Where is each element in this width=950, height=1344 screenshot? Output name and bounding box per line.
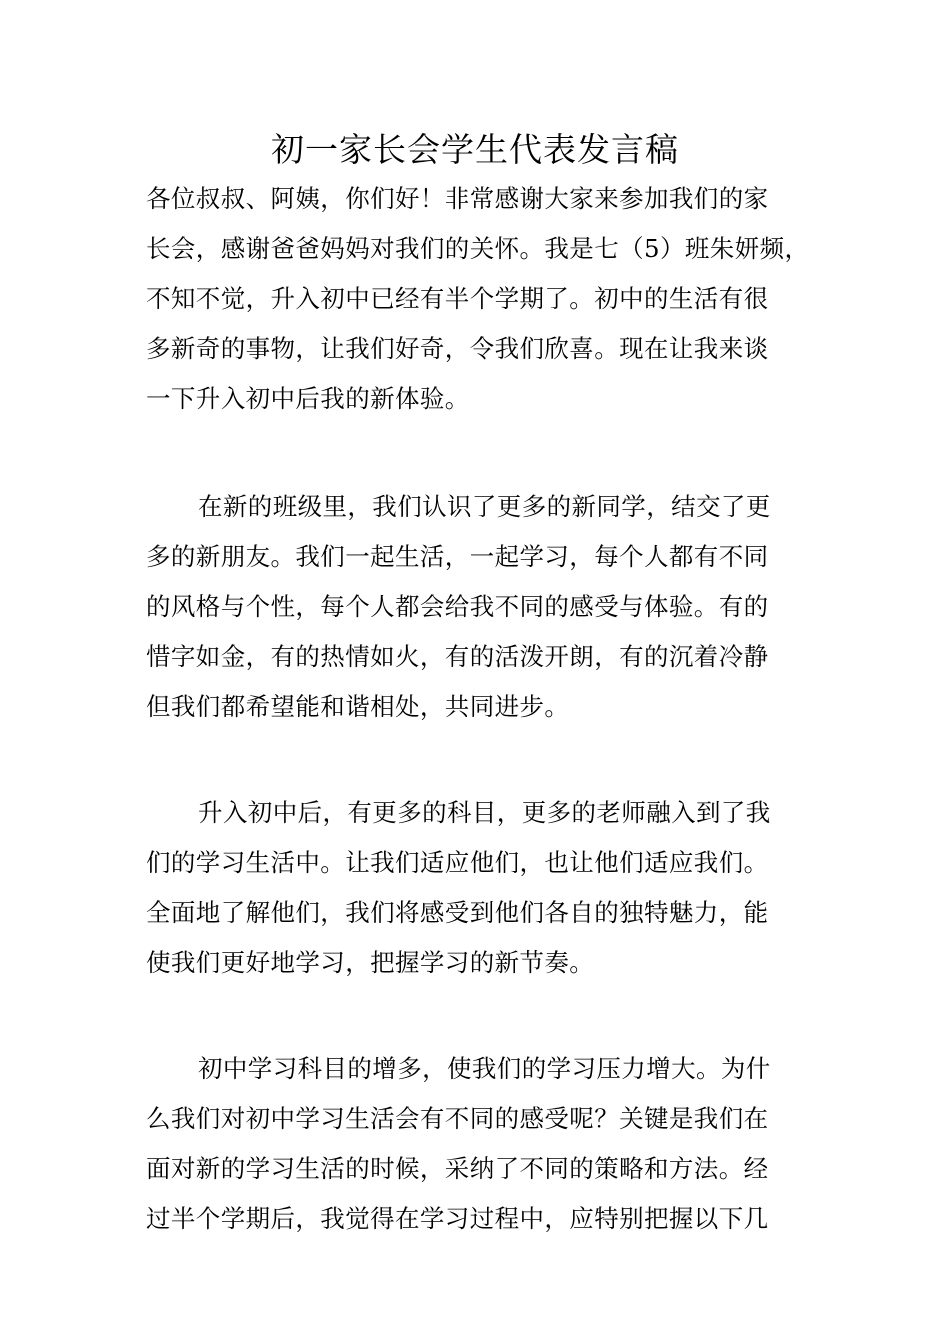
- paragraph-line: 长会，感谢爸爸妈妈对我们的关怀。我是七（5）班朱妍频，: [146, 234, 810, 263]
- paragraph-line: 升入初中后，有更多的科目，更多的老师融入到了我: [198, 798, 771, 827]
- paragraph-line: 么我们对初中学习生活会有不同的感受呢？关键是我们在: [146, 1104, 769, 1133]
- paragraph-spacer: [146, 732, 836, 788]
- paragraph-line: 多的新朋友。我们一起生活，一起学习，每个人都有不同: [146, 542, 769, 571]
- paragraph-line: 惜字如金，有的热情如火，有的活泼开朗，有的沉着冷静: [146, 642, 769, 671]
- paragraph-line: 多新奇的事物，让我们好奇，令我们欣喜。现在让我来谈: [146, 334, 769, 363]
- document-title: 初一家长会学生代表发言稿: [271, 130, 679, 169]
- paragraph-spacer: [146, 424, 836, 482]
- paragraph-line: 面对新的学习生活的时候，采纳了不同的策略和方法。经: [146, 1154, 769, 1183]
- paragraph-4: [146, 1044, 836, 1244]
- paragraph-1: [146, 174, 836, 424]
- paragraph-spacer: [146, 988, 836, 1044]
- paragraph-2: [146, 482, 836, 732]
- paragraph-line: 全面地了解他们，我们将感受到他们各自的独特魅力，能: [146, 898, 769, 927]
- paragraph-line: 但我们都希望能和谐相处，共同进步。: [146, 692, 570, 721]
- paragraph-line: 使我们更好地学习，把握学习的新节奏。: [146, 948, 595, 977]
- paragraph-line: 初中学习科目的增多，使我们的学习压力增大。为什: [198, 1054, 771, 1083]
- paragraph-line: 们的学习生活中。让我们适应他们，也让他们适应我们。: [146, 848, 769, 877]
- paragraph-line: 的风格与个性，每个人都会给我不同的感受与体验。有的: [146, 592, 769, 621]
- paragraph-line: 一下升入初中后我的新体验。: [146, 384, 470, 413]
- paragraph-3: [146, 788, 836, 988]
- paragraph-line: 在新的班级里，我们认识了更多的新同学，结交了更: [198, 492, 771, 521]
- paragraph-line: 各位叔叔、阿姨，你们好！非常感谢大家来参加我们的家: [146, 184, 769, 213]
- paragraph-line: 过半个学期后，我觉得在学习过程中，应特别把握以下几: [146, 1204, 769, 1233]
- document-body: [146, 174, 836, 1244]
- paragraph-line: 不知不觉，升入初中已经有半个学期了。初中的生活有很: [146, 284, 769, 313]
